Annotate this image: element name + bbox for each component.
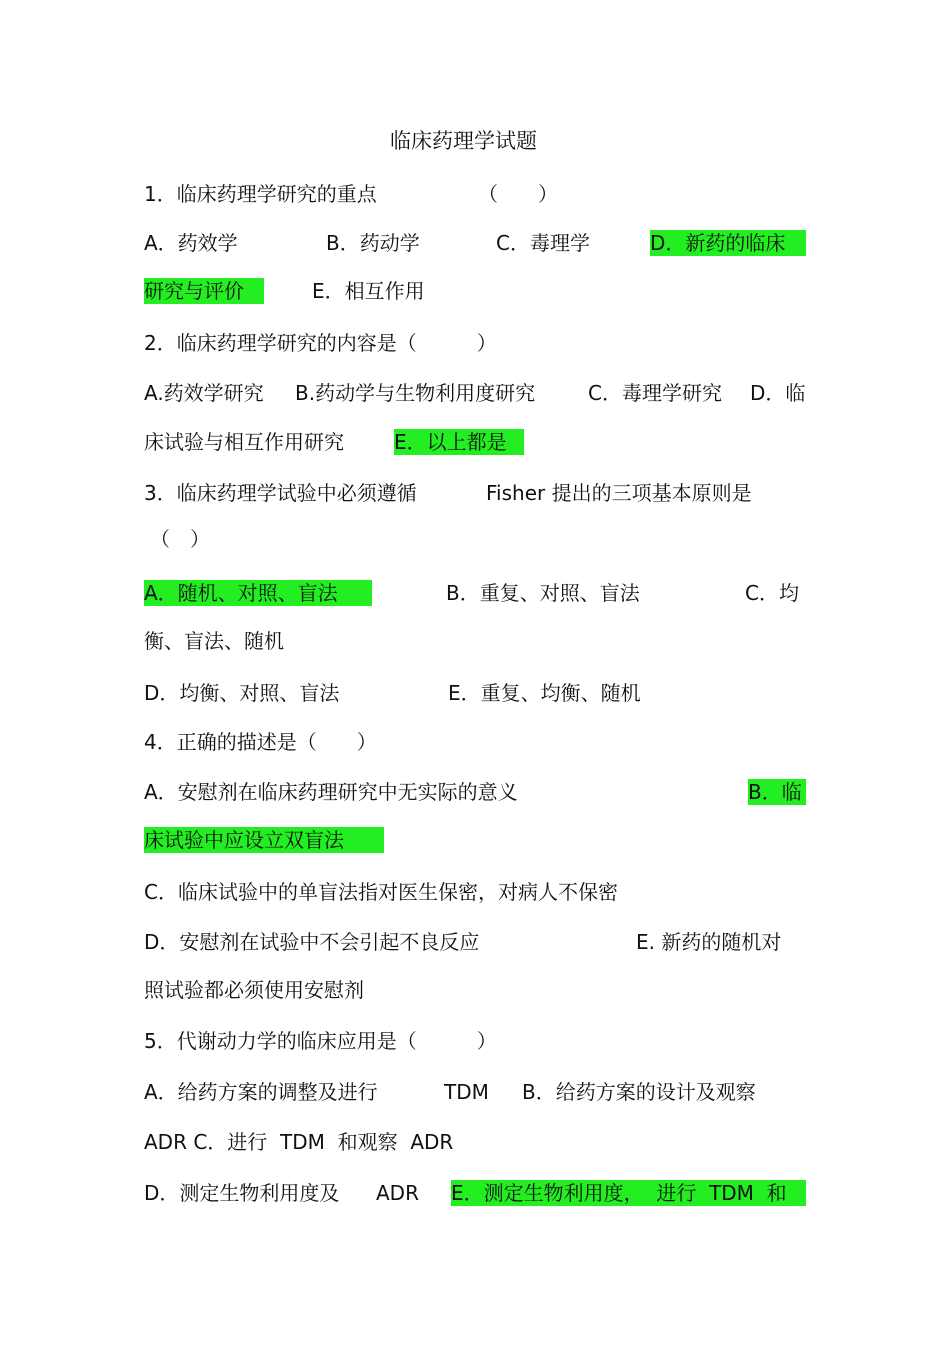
q5-option-b: B．给药方案的设计及观察: [522, 1080, 756, 1104]
q5-option-e-highlight: E．测定生物利用度， 进行 TDM 和: [451, 1180, 806, 1206]
q1-option-e: E．相互作用: [312, 279, 425, 303]
q4-option-e-continued: 照试验都必须使用安慰剂: [144, 978, 364, 1002]
q1-answer-paren: （ ）: [478, 182, 558, 206]
q3-stem-fisher: Fisher 提出的三项基本原则是: [486, 481, 752, 505]
q5-stem: 5．代谢动力学的临床应用是（ ）: [144, 1029, 497, 1053]
q1-stem: 1．临床药理学研究的重点: [144, 182, 377, 206]
q5-option-a: A．给药方案的调整及进行: [144, 1080, 378, 1104]
q3-option-b: B．重复、对照、盲法: [446, 581, 640, 605]
q2-option-c: C．毒理学研究: [588, 381, 722, 405]
q3-option-c-continued: 衡、盲法、随机: [144, 629, 284, 653]
q2-option-a: A.药效学研究: [144, 381, 264, 405]
q2-option-d-continued: 床试验与相互作用研究: [144, 430, 344, 454]
q1-option-a: A．药效学: [144, 231, 238, 255]
q3-answer-paren: （ ）: [150, 527, 210, 551]
q3-option-a-highlight: A．随机、对照、盲法: [144, 580, 372, 606]
q1-option-c: C．毒理学: [496, 231, 590, 255]
q5-option-a-tdm: TDM: [444, 1080, 489, 1104]
q3-option-c: C．均: [745, 581, 799, 605]
q4-option-e: E. 新药的随机对: [636, 930, 782, 954]
q4-option-d: D．安慰剂在试验中不会引起不良反应: [144, 930, 480, 954]
q3-stem: 3．临床药理学试验中必须遵循: [144, 481, 417, 505]
q4-option-a: A．安慰剂在临床药理研究中无实际的意义: [144, 780, 518, 804]
q4-option-c: C．临床试验中的单盲法指对医生保密，对病人不保密: [144, 880, 618, 904]
q1-option-d-highlight: D．新药的临床: [650, 230, 806, 256]
q2-option-d: D．临: [750, 381, 806, 405]
q5-option-d: D．测定生物利用度及: [144, 1181, 340, 1205]
q5-option-d-adr: ADR: [376, 1181, 419, 1205]
q4-option-b-continued: 床试验中应设立双盲法: [144, 827, 384, 853]
q3-option-d: D．均衡、对照、盲法: [144, 681, 340, 705]
q1-option-d-continued: 研究与评价: [144, 278, 264, 304]
q1-option-b: B．药动学: [326, 231, 420, 255]
q4-option-b-highlight: B．临: [748, 779, 806, 805]
q2-stem: 2．临床药理学研究的内容是（ ）: [144, 331, 497, 355]
q2-option-e-highlight: E．以上都是: [394, 429, 524, 455]
q2-option-b: B.药动学与生物利用度研究: [295, 381, 536, 405]
q4-stem: 4．正确的描述是（ ）: [144, 730, 377, 754]
page-title: 临床药理学试题: [390, 129, 537, 153]
q3-option-e: E．重复、均衡、随机: [448, 681, 641, 705]
q5-option-b-continued-and-c: ADR C．进行 TDM 和观察 ADR: [144, 1130, 454, 1154]
